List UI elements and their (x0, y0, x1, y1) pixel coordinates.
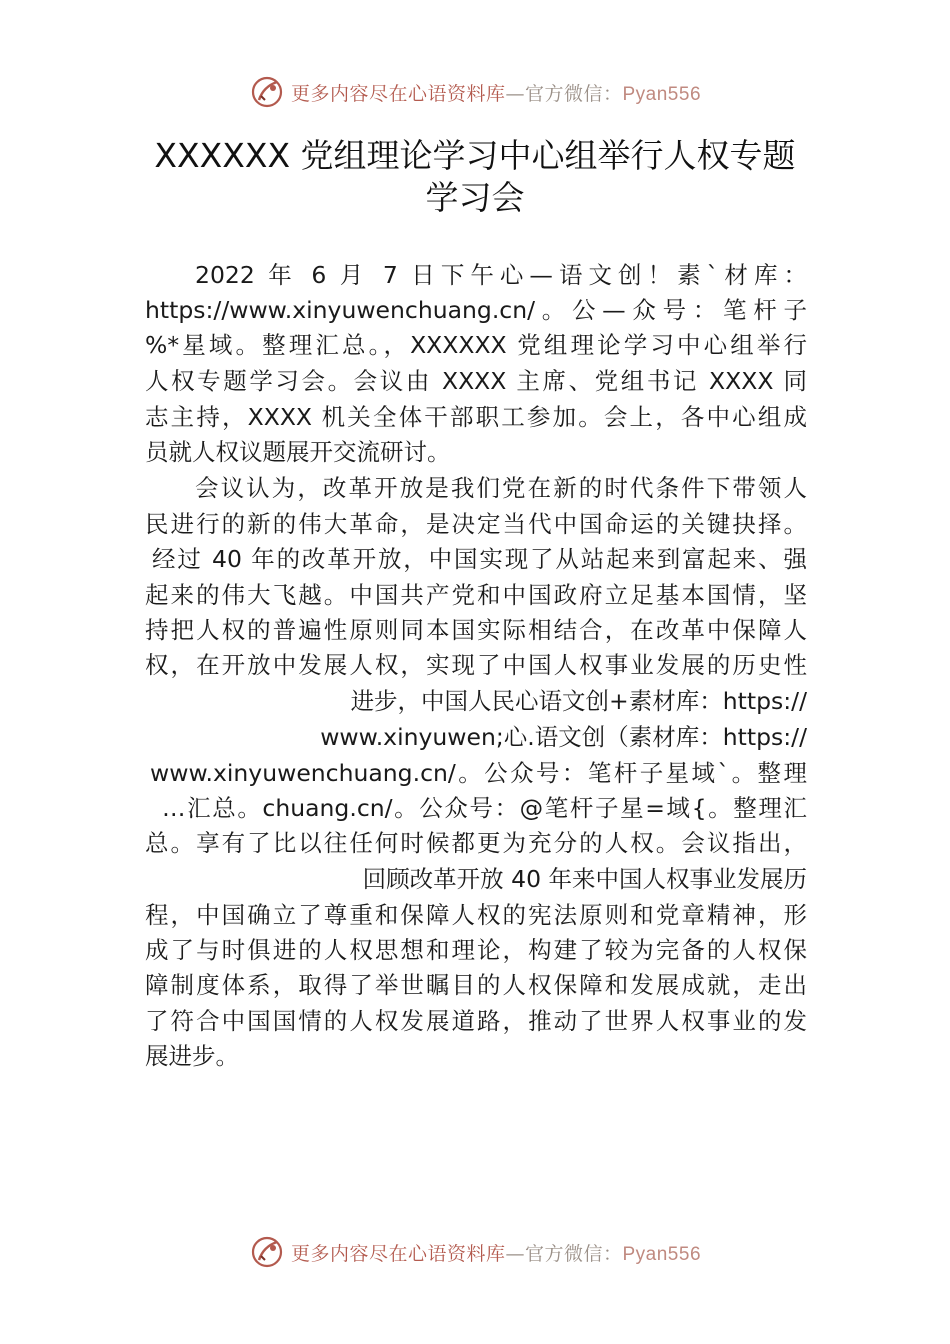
banner-text: 更多内容尽在心语资料库—官方微信：Pyan556 (290, 82, 702, 105)
footer-banner (0, 1232, 950, 1272)
paragraph-line: 员就人权议题展开交流研讨。 (145, 438, 451, 466)
paragraph-line: 了符合中国国情的人权发展道路，推动了世界人权事业的发 (145, 1007, 807, 1035)
title-line-1: XXXXXX 党组理论学习中心组举行人权专题 (154, 136, 796, 175)
paragraph-line: 展进步。 (145, 1042, 239, 1070)
paragraph-line: 程，中国确立了尊重和保障人权的宪法原则和党章精神，形 (145, 901, 807, 929)
paragraph-line: 成了与时俱进的人权思想和理论，构建了较为完备的人权保 (145, 936, 807, 964)
paragraph-line: 经过 40 年的改革开放，中国实现了从站起来到富起来、强 (152, 545, 807, 573)
paragraph-line: …汇总。chuang.cn/。公众号：@笔杆子星=域{。整理汇 (162, 794, 807, 822)
paragraph-line: 起来的伟大飞越。中国共产党和中国政府立足基本国情，坚 (145, 581, 807, 609)
header-banner (0, 72, 950, 112)
paragraph-line: 志主持，XXXX 机关全体干部职工参加。会上，各中心组成 (145, 403, 807, 431)
paragraph-line: 回顾改革开放 40 年来中国人权事业发展历 (362, 865, 807, 893)
paragraph-line: 会议认为，改革开放是我们党在新的时代条件下带领人 (195, 474, 807, 502)
paragraph-line: %*星域。整理汇总。，XXXXXX 党组理论学习中心组举行 (145, 331, 807, 359)
title-line-2: 学习会 (425, 178, 525, 217)
banner-text: 更多内容尽在心语资料库—官方微信：Pyan556 (290, 1242, 702, 1265)
paragraph-line: 人权专题学习会。会议由 XXXX 主席、党组书记 XXXX 同 (145, 367, 807, 395)
paragraph-line: 权，在开放中发展人权，实现了中国人权事业发展的历史性 (145, 651, 807, 679)
paragraph-line: www.xinyuwen;心.语文创（素材库：https:// (320, 723, 807, 751)
document-title (100, 135, 850, 219)
pen-swirl-logo-icon (249, 1234, 285, 1270)
paragraph-line: www.xinyuwenchuang.cn/。公众号：笔杆子星域`。整理 (150, 759, 807, 787)
paragraph-line: https://www.xinyuwenchuang.cn/。公—众号：笔杆子 (145, 296, 807, 324)
paragraph-line: 进步，中国人民心语文创+素材库：https:// (350, 687, 807, 715)
pen-swirl-logo-icon (249, 74, 285, 110)
paragraph-line: 民进行的新的伟大革命，是决定当代中国命运的关键抉择。 (145, 510, 807, 538)
paragraph-line: 障制度体系，取得了举世瞩目的人权保障和发展成就，走出 (145, 971, 807, 999)
paragraph-line: 总。享有了比以往任何时候都更为充分的人权。会议指出， (145, 829, 807, 857)
paragraph-line: 持把人权的普遍性原则同本国实际相结合，在改革中保障人 (145, 616, 807, 644)
paragraph-line: 2022 年 6 月 7 日下午心—语文创！素`材库： (195, 261, 807, 289)
